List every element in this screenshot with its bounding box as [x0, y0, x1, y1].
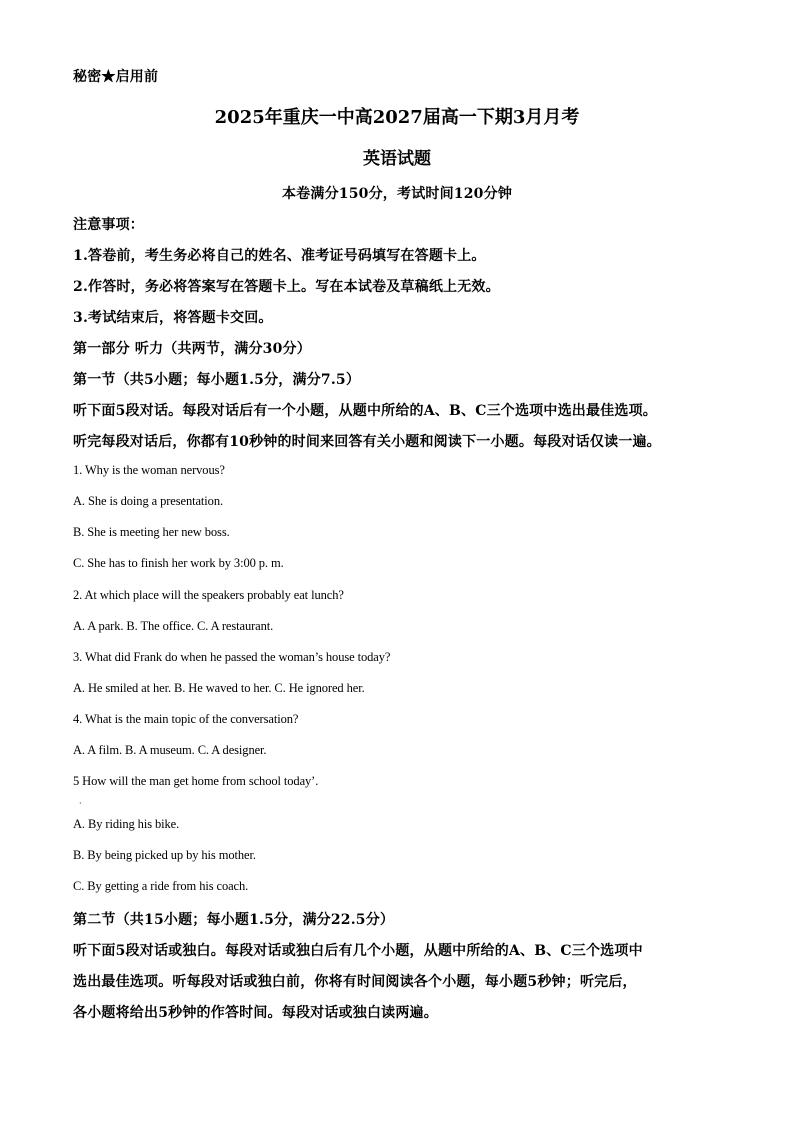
question-option: A. She is doing a presentation. — [73, 494, 224, 508]
exam-subtitle: 英语试题 — [363, 149, 431, 169]
confidential-label: 秘密★启用前 — [73, 69, 159, 85]
section1-instruction: 听完每段对话后，你都有10秒钟的时间来回答有关小题和阅读下一小题。每段对话仅读一遍。 — [73, 434, 661, 450]
section2-instruction: 各小题将给出5秒钟的作答时间。每段对话或独白读两遍。 — [73, 1005, 438, 1021]
question-stem: 4. What is the main topic of the conversation? — [73, 712, 299, 726]
question-stem: 5 How will the man get home from school today’. — [73, 774, 319, 788]
question-stem: 3. What did Frank do when he passed the woman’s house today? — [73, 650, 391, 664]
note-item: 3.考试结束后，将答题卡交回。 — [73, 310, 273, 326]
section1-heading: 第一节（共5小题；每小题1.5分，满分7.5） — [73, 372, 361, 388]
question-options: A. A film. B. A museum. C. A designer. — [73, 743, 267, 757]
question-option: C. She has to finish her work by 3:00 p. m. — [73, 556, 284, 570]
question-stem: 2. At which place will the speakers probably eat lunch? — [73, 588, 344, 602]
question-option: B. By being picked up by his mother. — [73, 848, 256, 862]
question-option: B. She is meeting her new boss. — [73, 525, 230, 539]
question-stem: 1. Why is the woman nervous? — [73, 463, 225, 477]
question-options: A. He smiled at her. B. He waved to her. C. He ignored her. — [73, 681, 365, 695]
section1-instruction: 听下面5段对话。每段对话后有一个小题，从题中所给的A、B、C三个选项中选出最佳选项。 — [73, 403, 657, 419]
note-item: 2.作答时，务必将答案写在答题卡上。写在本试卷及草稿纸上无效。 — [73, 279, 500, 295]
question-options: A. A park. B. The office. C. A restaurant. — [73, 619, 274, 633]
question-option: A. By riding his bike. — [73, 817, 180, 831]
part1-heading: 第一部分 听力（共两节，满分30分） — [73, 341, 311, 357]
notes-heading: 注意事项： — [73, 217, 144, 233]
section2-instruction: 听下面5段对话或独白。每段对话或独白后有几个小题，从题中所给的A、B、C三个选项中 — [73, 943, 643, 959]
question-option: C. By getting a ride from his coach. — [73, 879, 249, 893]
note-item: 1.答卷前，考生务必将自己的姓名、准考证号码填写在答题卡上。 — [73, 248, 486, 264]
exam-info: 本卷满分150分，考试时间120分钟 — [281, 186, 513, 202]
stray-dot: · — [79, 799, 82, 808]
section2-heading: 第二节（共15小题；每小题1.5分，满分22.5分） — [73, 912, 395, 928]
exam-title: 2025年重庆一中高2027届高一下期3月月考 — [214, 107, 580, 128]
section2-instruction: 选出最佳选项。听每段对话或独白前，你将有时间阅读各个小题，每小题5秒钟；听完后， — [73, 974, 637, 990]
